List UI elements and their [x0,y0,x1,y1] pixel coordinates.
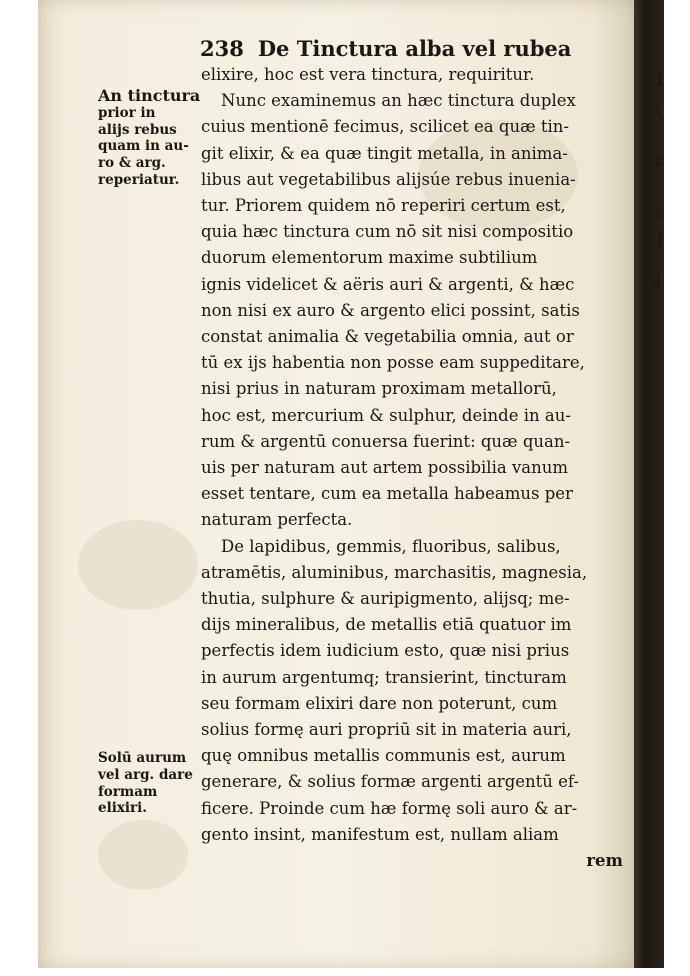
bleed-through-mark: c [655,150,664,169]
text-line: solius formę auri propriū sit in materia auri, [201,720,572,740]
text-line: git elixir, & ea quæ tingit metalla, in anima- [201,143,568,163]
text-line: hoc est, mercurium & sulphur, deinde in au- [201,405,571,425]
facing-page-edge [634,0,664,968]
page-number: 238 [200,36,244,61]
text-line: libus aut vegetabilibus alijsúe rebus inuenia- [201,169,576,189]
text-line: quia hæc tinctura cum nō sit nisi compositio [201,222,574,242]
text-line: seu formam elixiri dare non poterunt, cum [201,693,558,713]
text-line: rum & argentū conuersa fuerint: quæ quan- [201,431,571,451]
running-header [200,36,571,61]
margin-note-line: Solū aurum [98,750,187,766]
text-line: cuius mentionē fecimus, scilicet ea quæ tin- [201,117,569,137]
margin-note [98,86,201,189]
text-line: constat animalia & vegetabilia omnia, aut or [201,327,574,347]
text-line: naturam perfecta. [201,510,353,530]
margin-note-line: quam in au- [98,138,189,155]
margin-note-line: reperiatur. [98,171,180,188]
margin-note-line: prior in [98,104,156,121]
text-line: nisi prius in naturam proximam metallorū, [201,379,557,399]
text-line: thutia, sulphure & auripigmento, alijsq; me- [201,589,570,609]
text-line: elixire, hoc est vera tinctura, requiritur. [201,65,535,84]
main-text-column [201,62,625,874]
text-line: tur. Priorem quidem nō reperiri certum est, [201,196,566,216]
text-line: ficere. Proinde cum hæ formę soli auro & ar- [201,798,578,818]
text-line: generare, & solius formæ argenti argentū ef- [201,772,580,792]
text-line: gento insint, manifestum est, nullam aliam [201,824,559,844]
catchword: rem [586,851,623,871]
margin-note-line: elixiri. [98,800,147,817]
text-line: duorum elementorum maxime subtilium [201,248,538,268]
text-line: dijs mineralibus, de metallis etiā quatuor im [201,615,572,635]
margin-note-line: alijs rebus [98,121,177,138]
text-line: perfectis idem iudicium esto, quæ nisi prius [201,641,570,661]
bleed-through-mark: { [655,230,666,249]
text-line: atramētis, aluminibus, marchasitis, magnesia, [201,562,588,582]
margin-note-line: formam [98,783,158,800]
bleed-through-mark: c [655,205,664,224]
margin-note-line: An tinctura [98,86,201,105]
text-line: non nisi ex auro & argento elici possint, satis [201,300,580,320]
bleed-through-mark: 1 [655,70,666,89]
text-line: De lapidibus, gemmis, fluoribus, salibus, [221,536,561,556]
paper-stain [78,520,198,610]
margin-note-line: ro & arg. [98,155,166,172]
bleed-through-mark: \ [655,100,661,119]
text-line: uis per naturam aut artem possibilia vanum [201,458,569,478]
text-line: ignis videlicet & aëris auri & argenti, & hæc [201,274,575,294]
paper-stain [98,820,188,890]
text-line: tū ex ijs habentia non posse eam suppeditare, [201,353,585,373]
text-line: quę omnibus metallis communis est, aurum [201,746,566,766]
text-line: Nunc examinemus an hæc tinctura duplex [221,91,576,111]
text-line: esset tentare, cum ea metalla habeamus per [201,484,573,504]
running-title: De Tinctura alba vel rubea [257,36,572,61]
margin-note-line: vel arg. dare [98,766,193,783]
bleed-through-mark: J [655,270,662,289]
margin-note [98,750,198,817]
text-line: in aurum argentumq; transierint, tincturam [201,667,567,687]
